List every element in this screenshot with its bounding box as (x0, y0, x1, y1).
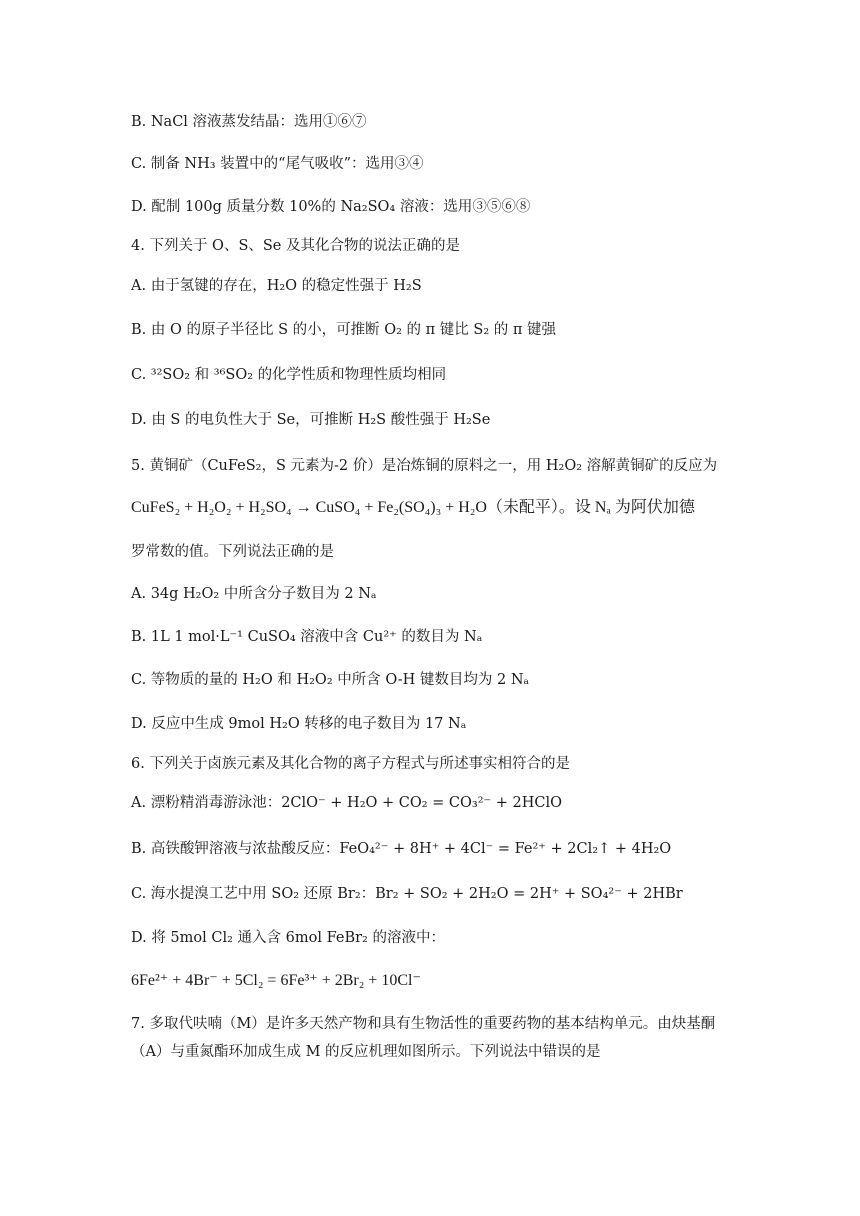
q6-option-b: B. 高铁酸钾溶液与浓盐酸反应：FeO₄²⁻ + 8H⁺ + 4Cl⁻ = Fe²⁺ + 2Cl₂↑ + 4H₂O (131, 841, 672, 857)
question-5-stem-cont: 罗常数的值。下列说法正确的是 (131, 544, 334, 560)
question-6-stem: 6. 下列关于卤族元素及其化合物的离子方程式与所述事实相符合的是 (131, 756, 570, 772)
option-d-na2so4: D. 配制 100g 质量分数 10%的 Na₂SO₄ 溶液：选用③⑤⑥⑧ (131, 199, 531, 215)
q5-option-d: D. 反应中生成 9mol H₂O 转移的电子数目为 17 Nₐ (131, 716, 467, 732)
q4-option-c: C. ³²SO₂ 和 ³⁶SO₂ 的化学性质和物理性质均相同 (131, 367, 447, 383)
q5-option-a: A. 34g H₂O₂ 中所含分子数目为 2 Nₐ (131, 586, 377, 602)
q6-option-c: C. 海水提溴工艺中用 SO₂ 还原 Br₂：Br₂ + SO₂ + 2H₂O = 2H⁺ + SO₄²⁻ + 2HBr (131, 886, 683, 902)
q6-option-d-equation: 6Fe²⁺ + 4Br⁻ + 5Cl₂ = 6Fe³⁺ + 2Br₂ + 10Cl⁻ (131, 972, 421, 989)
q6-option-d: D. 将 5mol Cl₂ 通入含 6mol FeBr₂ 的溶液中： (131, 930, 445, 946)
q4-option-b: B. 由 O 的原子半径比 S 的小，可推断 O₂ 的 π 键比 S₂ 的 π 键强 (131, 322, 557, 338)
question-5-equation: CuFeS₂ + H₂O₂ + H₂SO₄ → CuSO₄ + Fe₂(SO₄)₃ + H₂O（未配平）。设 Nₐ 为阿伏加德 (131, 499, 695, 516)
option-c-nh3: C. 制备 NH₃ 装置中的“尾气吸收”：选用③④ (131, 156, 424, 172)
q5-option-b: B. 1L 1 mol·L⁻¹ CuSO₄ 溶液中含 Cu²⁺ 的数目为 Nₐ (131, 629, 483, 645)
q4-option-a: A. 由于氢键的存在，H₂O 的稳定性强于 H₂S (131, 278, 422, 294)
question-4-stem: 4. 下列关于 O、S、Se 及其化合物的说法正确的是 (131, 238, 460, 254)
question-5-stem: 5. 黄铜矿（CuFeS₂，S 元素为-2 价）是冶炼铜的原料之一，用 H₂O₂ 溶解黄铜矿的反应为 (131, 458, 718, 474)
q5-option-c: C. 等物质的量的 H₂O 和 H₂O₂ 中所含 O-H 键数目均为 2 Nₐ (131, 672, 530, 688)
question-7-stem: 7. 多取代呋喃（M）是许多天然产物和具有生物活性的重要药物的基本结构单元。由炔基酮（A）与重氮酯环加成生成 M 的反应机理如图所示。下列说法中错误的是 (131, 1016, 716, 1060)
q4-option-d: D. 由 S 的电负性大于 Se，可推断 H₂S 酸性强于 H₂Se (131, 412, 491, 428)
option-b-nacl: B. NaCl 溶液蒸发结晶：选用①⑥⑦ (131, 114, 367, 130)
q6-option-a: A. 漂粉精消毒游泳池：2ClO⁻ + H₂O + CO₂ = CO₃²⁻ + 2HClO (131, 795, 563, 811)
